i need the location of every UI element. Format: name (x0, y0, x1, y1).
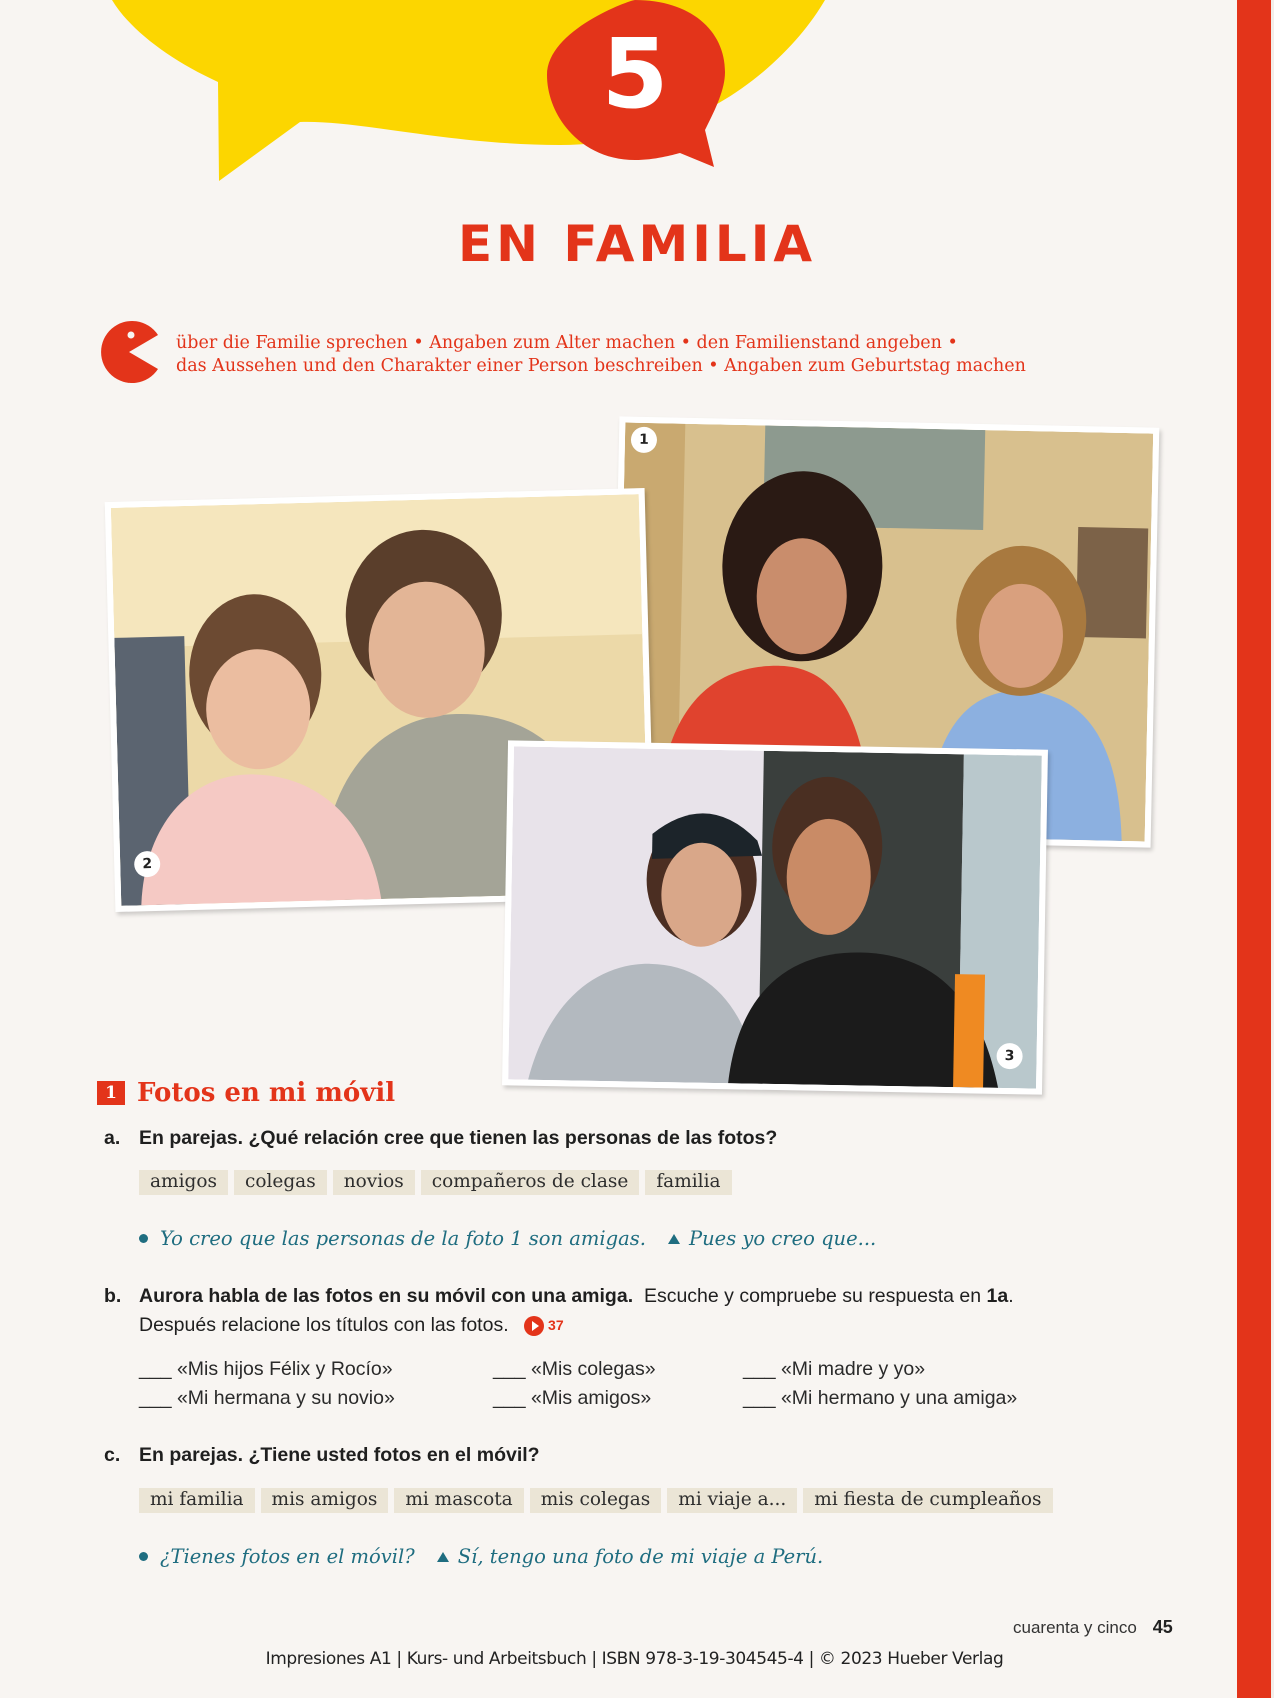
tag-mi-mascota: mi mascota (394, 1488, 523, 1513)
task-a (104, 1124, 777, 1153)
task-b-letter: b. (104, 1285, 122, 1307)
tag-novios: novios (333, 1170, 415, 1195)
match-item-4: ___ «Mi hermana y su novio» (139, 1387, 395, 1409)
exercise-title: Fotos en mi móvil (137, 1078, 396, 1108)
speaker-b-triangle-icon (668, 1234, 680, 1244)
photo-3 (502, 740, 1048, 1094)
speaker-a-bullet-icon (139, 1234, 148, 1243)
photo-2-number: 2 (134, 851, 161, 878)
task-b-instruction-bold: Aurora habla de las fotos en su móvil con una amiga. (139, 1285, 634, 1307)
dialog-line-1: Yo creo que las personas de la foto 1 son amigas. (160, 1227, 646, 1250)
task-b-instruction: Escuche y compruebe su respuesta en (643, 1285, 982, 1307)
tag-companeros: compañeros de clase (421, 1170, 640, 1195)
photo-3-image (508, 746, 1042, 1088)
play-audio-icon[interactable] (524, 1316, 544, 1336)
match-item-2: ___ «Mis colegas» (493, 1358, 656, 1380)
tag-mi-fiesta: mi fiesta de cumpleaños (803, 1488, 1052, 1513)
chapter-objectives (176, 332, 1026, 378)
match-item-1: ___ «Mis hijos Félix y Rocío» (139, 1358, 393, 1380)
task-c-tags (139, 1488, 1053, 1513)
task-b-instruction-line2: Después relacione los títulos con las fotos. (139, 1314, 509, 1336)
objectives-line-1: über die Familie sprechen • Angaben zum Alter machen • den Familienstand angeben • (176, 333, 958, 353)
tag-mi-viaje: mi viaje a... (667, 1488, 797, 1513)
chapter-title: EN FAMILIA (457, 215, 817, 273)
objectives-line-2: das Aussehen und den Charakter einer Person beschreiben • Angaben zum Geburtstag machen (176, 356, 1026, 376)
page-number-block (1013, 1617, 1173, 1638)
photo-1-number: 1 (631, 427, 658, 454)
audio-track-number: 37 (548, 1317, 564, 1334)
exercise-number: 1 (97, 1081, 125, 1105)
speech-bubble-graphic (0, 0, 1000, 200)
task-b-period: . (1008, 1285, 1014, 1307)
tag-colegas: colegas (234, 1170, 327, 1195)
speaker-a-bullet-icon (139, 1552, 148, 1561)
chapter-number: 5 (601, 18, 669, 130)
task-c-instruction: En parejas. ¿Tiene usted fotos en el móvil? (139, 1444, 540, 1466)
tag-mi-familia: mi familia (139, 1488, 255, 1513)
tag-familia: familia (645, 1170, 731, 1195)
task-a-instruction: En parejas. ¿Qué relación cree que tienen las personas de las fotos? (139, 1127, 778, 1149)
photo-3-number: 3 (996, 1043, 1022, 1069)
page-number: 45 (1152, 1617, 1173, 1637)
tag-mis-colegas: mis colegas (530, 1488, 662, 1513)
tag-mis-amigos: mis amigos (261, 1488, 389, 1513)
objectives-icon (98, 321, 160, 383)
page-number-words: cuarenta y cinco (1013, 1618, 1137, 1637)
task-b (104, 1282, 1014, 1340)
dialog-line-2: Pues yo creo que... (688, 1227, 877, 1250)
match-item-6: ___ «Mi hermano y una amiga» (743, 1387, 1018, 1409)
match-item-5: ___ «Mis amigos» (493, 1387, 652, 1409)
match-item-3: ___ «Mi madre y yo» (743, 1358, 926, 1380)
exercise-header (97, 1078, 395, 1108)
copyright-line: Impresiones A1 | Kurs- und Arbeitsbuch | ISBN 978-3-19-304545-4 | © 2023 Hueber Verlag (265, 1649, 1004, 1669)
task-a-letter: a. (104, 1127, 121, 1149)
task-a-dialog (139, 1227, 876, 1250)
tag-amigos: amigos (139, 1170, 228, 1195)
dialog-line-1: ¿Tienes fotos en el móvil? (160, 1545, 415, 1568)
dialog-line-2: Sí, tengo una foto de mi viaje a Perú. (457, 1545, 824, 1568)
audio-track-button[interactable] (524, 1311, 564, 1340)
speaker-b-triangle-icon (437, 1552, 449, 1562)
task-c (104, 1441, 540, 1470)
task-c-dialog (139, 1545, 823, 1568)
task-b-reference: 1a (986, 1285, 1009, 1307)
task-c-letter: c. (104, 1444, 121, 1466)
task-a-tags (139, 1170, 732, 1195)
